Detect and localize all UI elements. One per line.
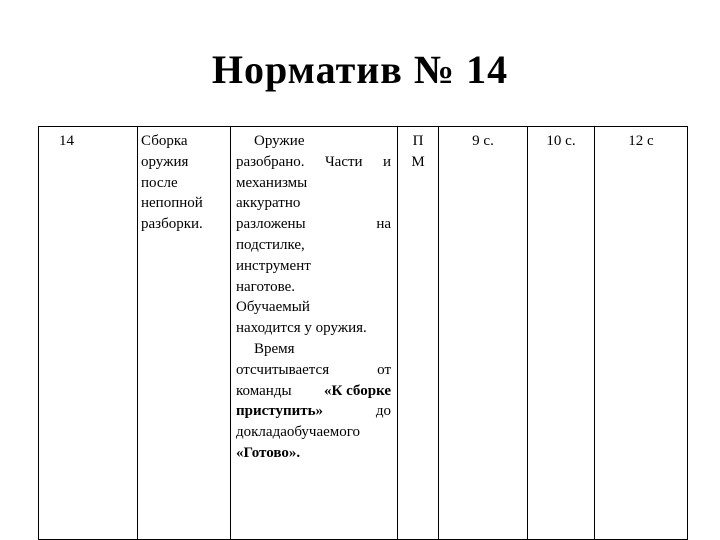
conditions-line: Оружие: [254, 133, 305, 149]
conditions-line: [236, 381, 391, 402]
conditions-line: наготове.: [236, 278, 296, 295]
conditions-word: и: [382, 153, 391, 170]
conditions-line: [236, 152, 391, 173]
conditions-word: до: [375, 403, 391, 420]
time-satisfactory: 12 с: [628, 133, 654, 149]
conditions-report-text: «Готово».: [236, 444, 301, 461]
conditions-line: инструмент: [236, 257, 311, 274]
standards-table: [38, 126, 688, 540]
conditions-word: на: [376, 216, 391, 233]
row-number: 14: [59, 133, 74, 149]
conditions-line: Обучаемый: [236, 299, 310, 316]
category-line: П: [412, 133, 424, 149]
cell-category: [398, 127, 439, 540]
slide-title: Норматив № 14: [211, 47, 509, 92]
exercise-name-line: Сборка: [141, 133, 188, 149]
conditions-word: команды: [236, 382, 292, 399]
conditions-word: разобрано.: [236, 153, 305, 170]
time-good: 10 с.: [546, 133, 576, 149]
exercise-name-line: оружия: [141, 153, 189, 170]
conditions-line: [236, 214, 391, 235]
conditions-command-text: приступить»: [236, 403, 324, 420]
conditions-line: подстилке,: [236, 236, 305, 253]
conditions-line: [236, 360, 391, 381]
cell-conditions: [231, 127, 398, 540]
table-row: [39, 127, 688, 540]
category-marker: [398, 127, 438, 173]
cell-time-good: [528, 127, 595, 540]
category-line: М: [411, 153, 425, 170]
conditions-line: находится у оружия.: [236, 320, 367, 337]
exercise-name-line: непопной: [141, 195, 203, 212]
conditions-line: [236, 401, 391, 422]
exercise-name-line: разборки.: [141, 216, 203, 233]
time-excellent: 9 с.: [472, 133, 494, 149]
exercise-name: [138, 127, 230, 235]
conditions-word: разложены: [236, 216, 306, 233]
conditions-word: отсчитывается: [236, 361, 330, 378]
cell-exercise-name: [138, 127, 231, 540]
conditions-line: аккуратно: [236, 195, 301, 212]
cell-time-satisfactory: [595, 127, 688, 540]
conditions-command-text: «К сборке: [323, 382, 391, 399]
conditions-word: Части: [324, 153, 363, 170]
exercise-conditions: [231, 127, 397, 464]
exercise-name-line: после: [141, 174, 178, 191]
conditions-word: от: [377, 361, 391, 378]
conditions-line: докладаобучаемого: [236, 424, 361, 441]
standards-table-wrapper: [38, 126, 680, 540]
cell-number: [39, 127, 138, 540]
conditions-line: Время: [254, 340, 295, 357]
conditions-line: механизмы: [236, 174, 308, 191]
cell-time-excellent: [439, 127, 528, 540]
